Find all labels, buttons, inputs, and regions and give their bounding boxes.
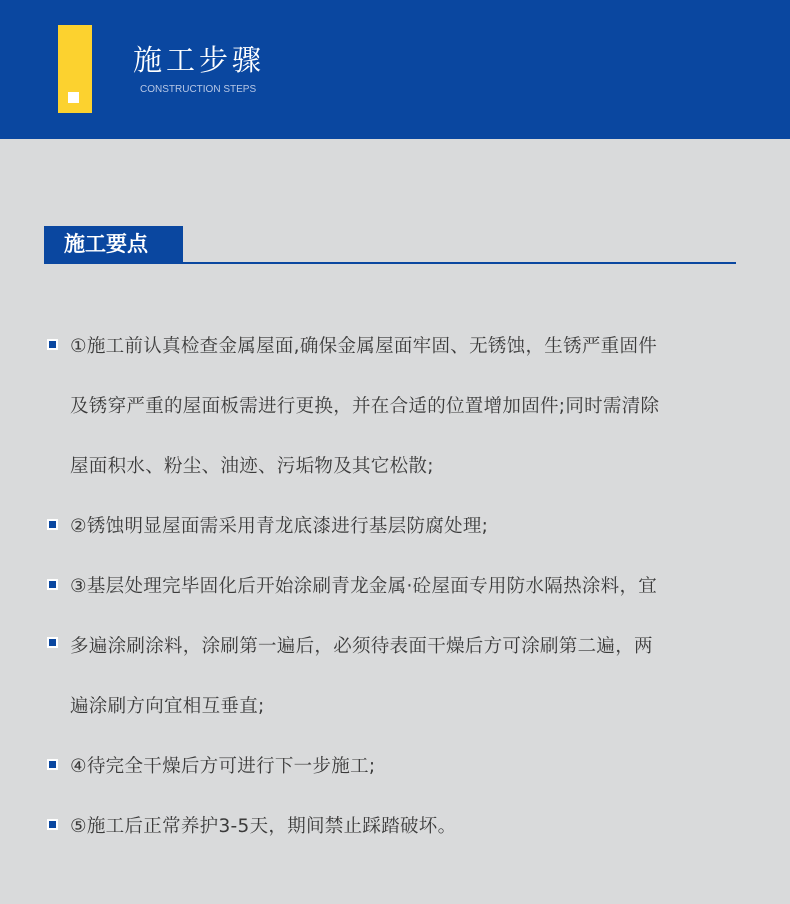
bullet-icon (47, 579, 58, 590)
step-line: ③基层处理完毕固化后开始涂刷青龙金属·砼屋面专用防水隔热涂料，宜 (70, 576, 658, 597)
page-title: 施工步骤 (133, 43, 266, 77)
header-accent-bar (58, 25, 92, 113)
step-line: ⑤施工后正常养护3-5天，期间禁止踩踏破坏。 (70, 816, 457, 837)
section-title: 施工要点 (44, 226, 183, 263)
step-line: 屋面积水、粉尘、油迹、污垢物及其它松散; (70, 456, 434, 477)
header-banner (0, 0, 790, 139)
bullet-icon (47, 819, 58, 830)
square-icon (68, 92, 79, 103)
bullet-icon (47, 637, 58, 648)
step-line: ①施工前认真检查金属屋面,确保金属屋面牢固、无锈蚀，生锈严重固件 (70, 336, 658, 357)
section-divider (44, 262, 736, 264)
step-line: 遍涂刷方向宜相互垂直; (70, 696, 265, 717)
page-subtitle: CONSTRUCTION STEPS (140, 84, 257, 95)
bullet-icon (47, 339, 58, 350)
step-line: 及锈穿严重的屋面板需进行更换，并在合适的位置增加固件;同时需清除 (70, 396, 660, 417)
step-line: ②锈蚀明显屋面需采用青龙底漆进行基层防腐处理; (70, 516, 489, 537)
bullet-icon (47, 519, 58, 530)
bullet-icon (47, 759, 58, 770)
step-line: 多遍涂刷涂料，涂刷第一遍后，必须待表面干燥后方可涂刷第二遍，两 (70, 636, 653, 657)
step-line: ④待完全干燥后方可进行下一步施工; (70, 756, 376, 777)
